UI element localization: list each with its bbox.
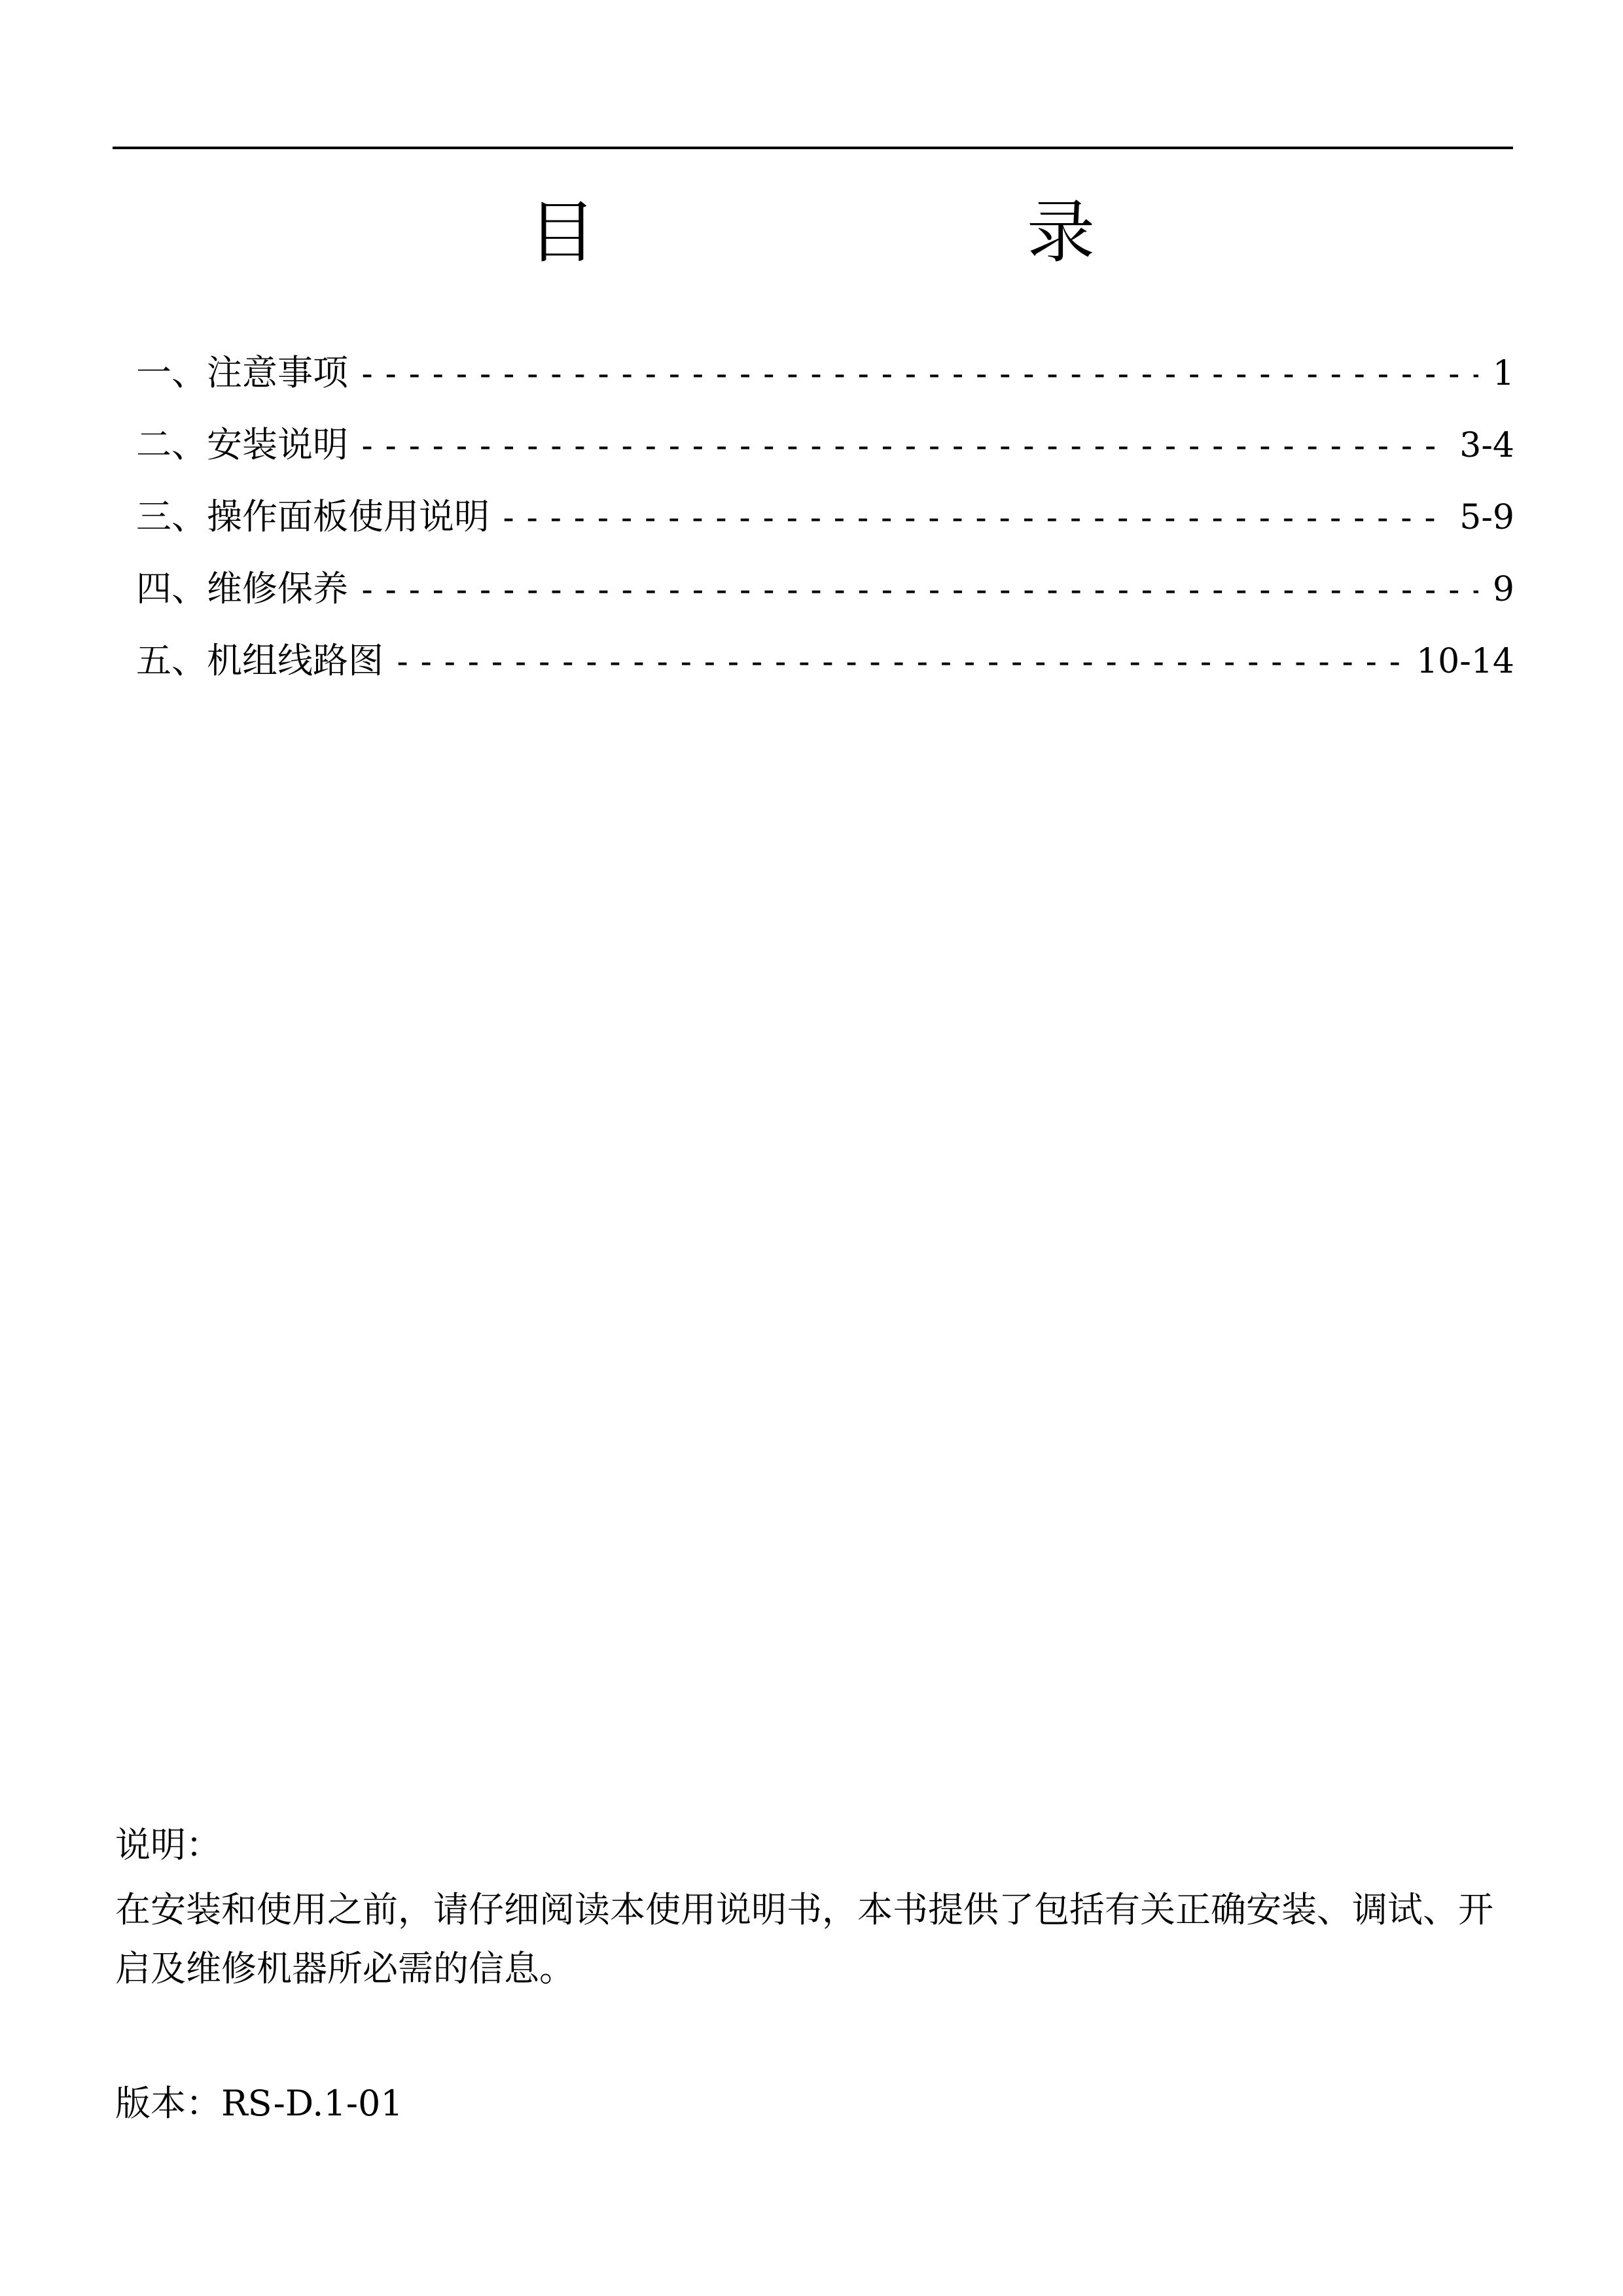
toc-dot-leader xyxy=(499,485,1445,550)
toc-entry-label: 四、维修保养 xyxy=(136,568,348,609)
toc-entry-label: 二、安装说明 xyxy=(136,424,348,465)
version-line xyxy=(115,2071,403,2136)
toc-entry-label: 一、注意事项 xyxy=(136,352,348,393)
toc-entry-maintenance[interactable] xyxy=(136,556,1514,628)
toc-entry-installation[interactable] xyxy=(136,412,1514,484)
version-label: 版本： xyxy=(115,2083,221,2124)
toc-entry-page: 1 xyxy=(1492,354,1514,393)
toc-dot-leader xyxy=(357,341,1478,406)
toc-entry-page: 5-9 xyxy=(1459,498,1514,537)
toc-dot-leader xyxy=(357,557,1478,622)
toc-entry-page: 3-4 xyxy=(1459,426,1514,465)
toc-entry-control-panel[interactable] xyxy=(136,484,1514,556)
instructions-note xyxy=(115,1812,1516,1998)
table-of-contents xyxy=(136,340,1514,700)
note-body: 在安装和使用之前，请仔细阅读本使用说明书，本书提供了包括有关正确安装、调试、开启及维修机器所必需的信息。 xyxy=(115,1889,1493,1989)
page-title: 目 录 xyxy=(527,192,1193,272)
header-rule xyxy=(113,147,1513,149)
note-heading: 说明： xyxy=(115,1824,221,1865)
toc-entry-page: 10-14 xyxy=(1416,642,1514,681)
toc-entry-page: 9 xyxy=(1492,570,1514,609)
toc-entry-label: 三、操作面板使用说明 xyxy=(136,496,490,537)
version-value: RS-D.1-01 xyxy=(221,2083,403,2124)
toc-entry-precautions[interactable] xyxy=(136,340,1514,412)
toc-entry-label: 五、机组线路图 xyxy=(136,640,383,681)
toc-entry-wiring-diagram[interactable] xyxy=(136,628,1514,700)
toc-dot-leader xyxy=(357,413,1445,478)
toc-dot-leader xyxy=(393,629,1402,694)
